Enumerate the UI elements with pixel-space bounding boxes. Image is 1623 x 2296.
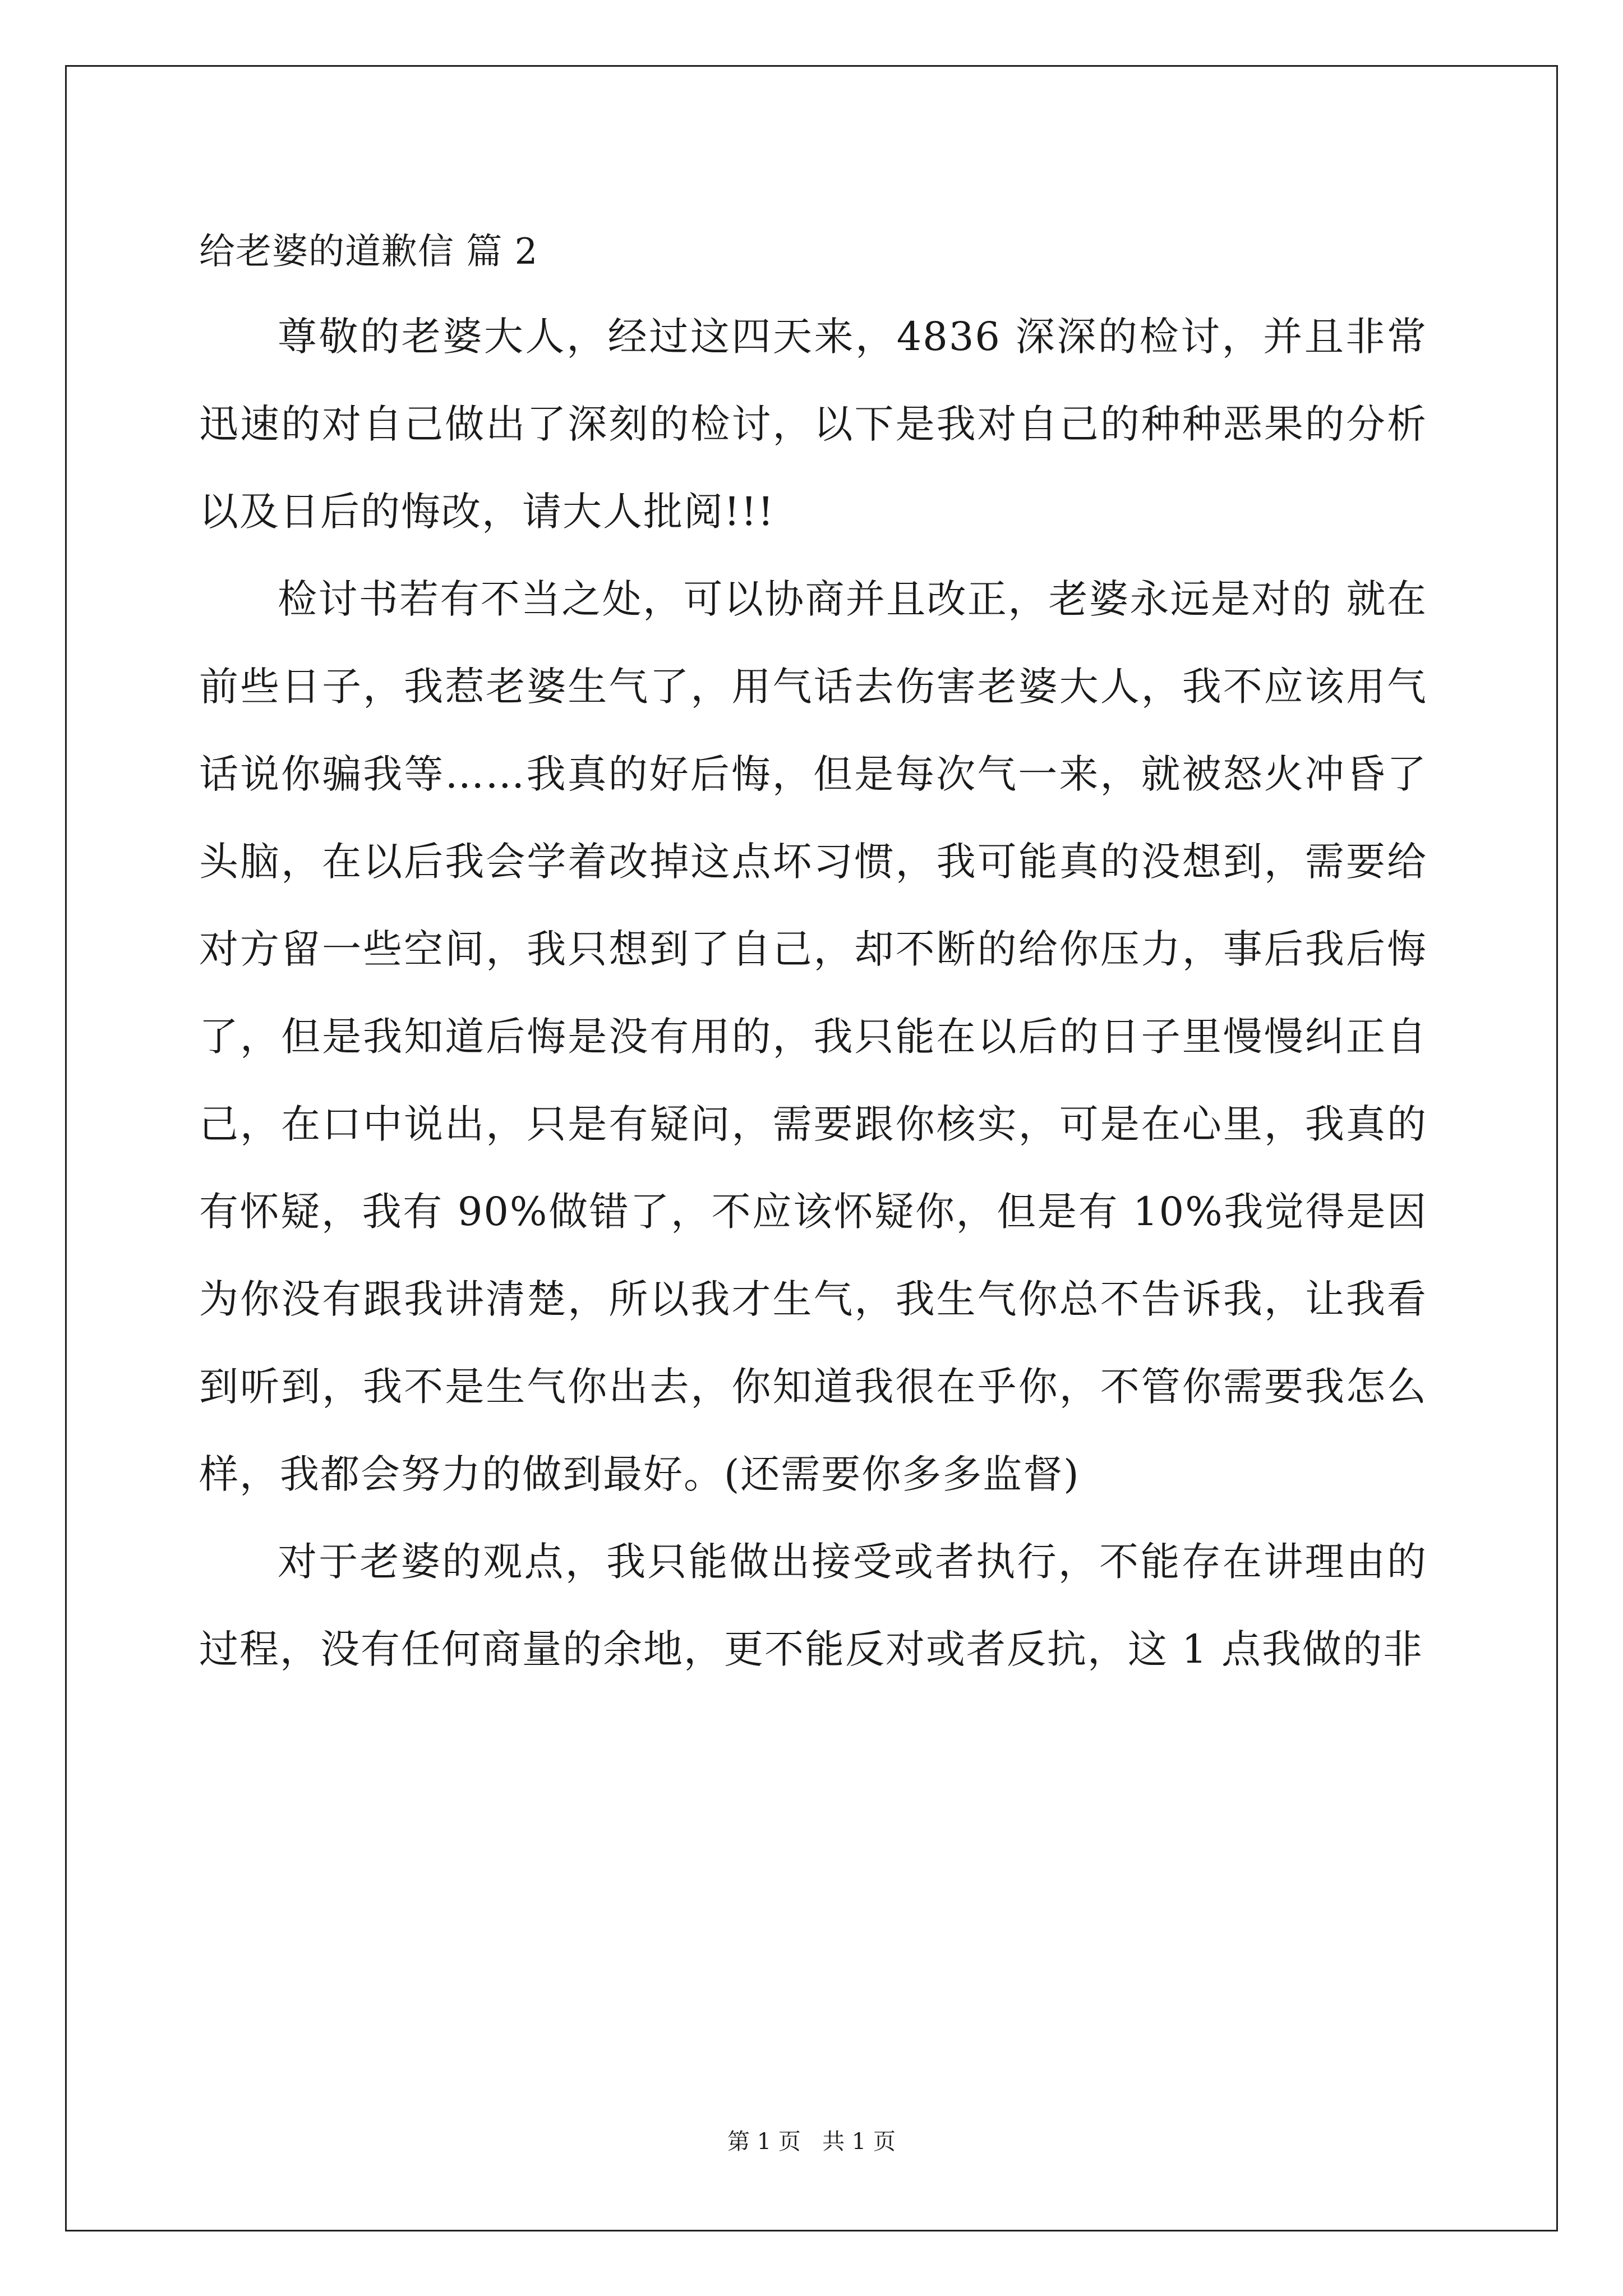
paragraph-1: 尊敬的老婆大人，经过这四天来，4836 深深的检讨，并且非常迅速的对自己做出了深刻的检讨，以下是我对自己的种种恶果的分析以及日后的悔改，请大人批阅!!! xyxy=(199,314,1427,535)
paragraph-2: 检讨书若有不当之处，可以协商并且改正，老婆永远是对的 就在前些日子，我惹老婆生气了，用气话去伤害老婆大人，我不应该用气话说你骗我等……我真的好后悔，但是每次气一来，就被怒火冲昏了头脑，在以后我会学着改掉这点坏习惯，我可能真的没想到，需要给对方留一些空间，我只想到了自己，却不断的给你压力，事后我后悔了，但是我知道后悔是没有用的，我只能在以后的日子里慢慢纠正自己，在口中说出，只是有疑问，需要跟你核实，可是在心里，我真的有怀疑，我有 90%做错了，不应该怀疑你，但是有 10%我觉得是因为你没有跟我讲清楚，所以我才生气，我生气你总不告诉我，让我看到听到，我不是生气你出去，你知道我很在乎你，不管你需要我怎么样，我都会努力的做到最好。(还需要你多多监督) xyxy=(199,576,1427,1497)
document-body xyxy=(199,219,1427,1693)
paragraph-3: 对于老婆的观点，我只能做出接受或者执行，不能存在讲理由的过程，没有任何商量的余地，更不能反对或者反抗，这 1 点我做的非 xyxy=(199,1539,1427,1672)
page-footer: 第 1 页 共 1 页 xyxy=(727,2129,896,2155)
document-title: 给老婆的道歉信 篇 2 xyxy=(199,231,538,273)
